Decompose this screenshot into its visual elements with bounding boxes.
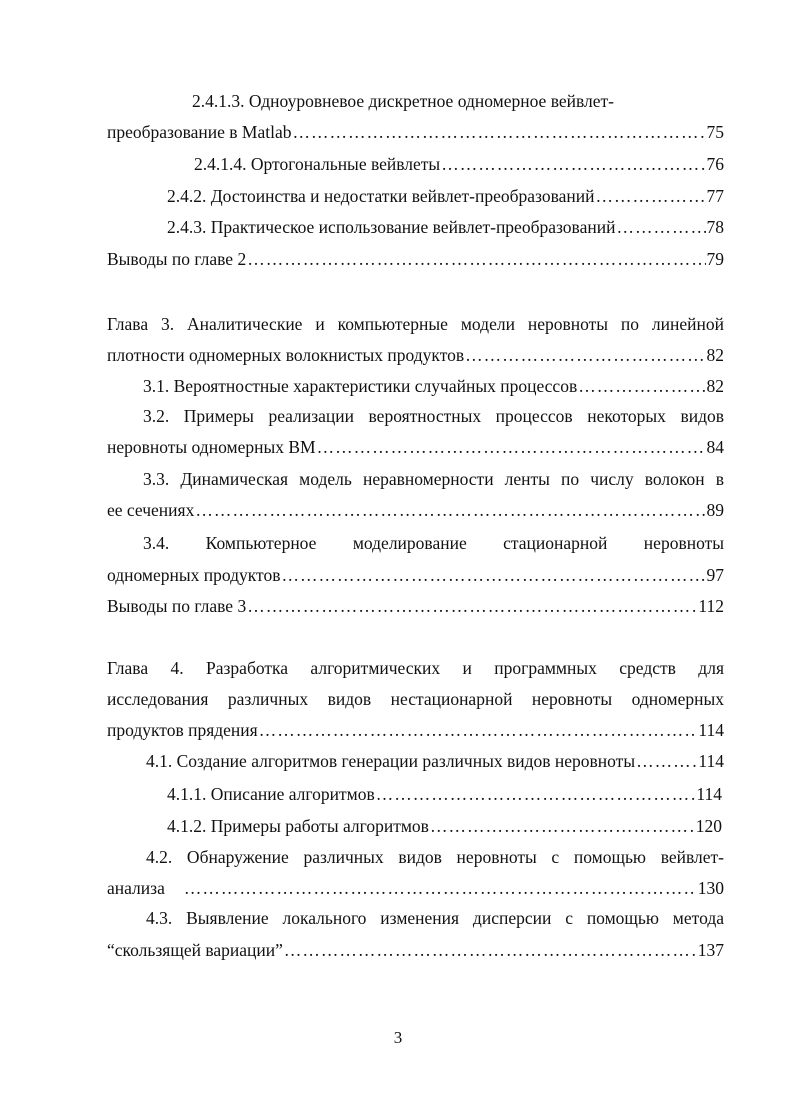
leader-dots [430, 815, 695, 837]
toc-entry-2-4-3: 2.4.3. Практическое использование вейвлет-преобразований ……………………………………………………………………………………………………………………………………………………………… 78 [167, 216, 724, 238]
page-ref: 76 [706, 154, 724, 174]
leader-dots [636, 750, 697, 772]
toc-entry-3-2-line1: 3.2. Примеры реализации вероятностных процессов некоторых видов [143, 406, 724, 426]
toc-entry-3-3-line1: 3.3. Динамическая модель неравномерности ленты по числу волокон в [143, 469, 724, 489]
toc-entry-2-4-1-4: 2.4.1.4. Ортогональные вейвлеты ……………………………………………………………………………………………………………………………………………………………… 76 [194, 153, 724, 175]
leader-dots [578, 375, 705, 397]
toc-entry-3-4-line1: 3.4. Компьютерное моделирование стационарной неровноты [143, 533, 724, 553]
page-ref: 82 [706, 376, 724, 396]
toc-entry-4-1-1: 4.1.1. Описание алгоритмов ……………………………………………………………………………………………………………………………………………………………… 114 [167, 783, 722, 805]
leader-dots [247, 248, 705, 270]
page-ref: 114 [698, 720, 724, 740]
leader-dots [284, 939, 697, 961]
toc-entry-2-4-1-3-line2: преобразование в Matlab ……………………………………………………………………………………………………………………………………………………………… 75 [107, 121, 724, 143]
page-ref: 89 [706, 500, 724, 520]
toc-entry-3-4-line2: одномерных продуктов ……………………………………………………………………………………………………………………………………………………………… 97 [107, 564, 724, 586]
toc-entry-4-3-line1: 4.3. Выявление локального изменения дисперсии с помощью метода [146, 908, 724, 928]
leader-dots [184, 877, 697, 899]
toc-entry-3-1: 3.1. Вероятностные характеристики случайных процессов ……………………………………………………………………………………………………………………………………………………………… 82 [143, 375, 724, 397]
page-ref: 114 [696, 784, 722, 804]
leader-dots [293, 121, 706, 143]
leader-dots [317, 436, 706, 458]
toc-chapter-3-line1: Глава 3. Аналитические и компьютерные модели неровноты по линейной [107, 314, 724, 334]
toc-entry-conclusions-ch2: Выводы по главе 2 ……………………………………………………………………………………………………………………………………………………………… 79 [107, 248, 724, 270]
leader-dots [376, 783, 696, 805]
toc-entry-4-1: 4.1. Создание алгоритмов генерации различных видов неровноты ……………………………………………………………………………………………………………………………………………………………… 114 [146, 750, 724, 772]
leader-dots [247, 595, 697, 617]
leader-dots [441, 153, 705, 175]
leader-dots [259, 719, 698, 741]
page-ref: 78 [706, 217, 724, 237]
page-ref: 84 [706, 437, 724, 457]
leader-dots [282, 564, 706, 586]
toc-chapter-4-line2: исследования различных видов нестационарной неровноты одномерных [107, 689, 724, 709]
page-ref: 112 [698, 596, 724, 616]
leader-dots [465, 344, 705, 366]
toc-entry-4-2-line2: анализа ……………………………………………………………………………………………………………………………………………………………… 130 [107, 877, 724, 899]
toc-entry-2-4-1-3-line1: 2.4.1.3. Одноуровневое дискретное одномерное вейвлет- [192, 91, 614, 111]
toc-entry-4-1-2: 4.1.2. Примеры работы алгоритмов ……………………………………………………………………………………………………………………………………………………………… 120 [167, 815, 722, 837]
toc-entry-2-4-2: 2.4.2. Достоинства и недостатки вейвлет-преобразований ……………………………………………………………………………………………………………………………………………………………… 77 [167, 185, 724, 207]
toc-entry-3-3-line2: ее сечениях ……………………………………………………………………………………………………………………………………………………………… 89 [107, 499, 724, 521]
leader-dots [616, 216, 705, 238]
page-ref: 97 [706, 565, 724, 585]
page-ref: 120 [695, 816, 722, 836]
page-ref: 75 [706, 122, 724, 142]
page-ref: 79 [706, 249, 724, 269]
toc-entry-4-2-line1: 4.2. Обнаружение различных видов неровноты с помощью вейвлет- [146, 847, 724, 867]
page-ref: 82 [706, 345, 724, 365]
page-ref: 77 [706, 186, 724, 206]
toc-chapter-4-line1: Глава 4. Разработка алгоритмических и программных средств для [107, 658, 724, 678]
toc-chapter-4-line3: продуктов прядения ……………………………………………………………………………………………………………………………………………………………… 114 [107, 719, 724, 741]
toc-entry-3-2-line2: неровноты одномерных ВМ ……………………………………………………………………………………………………………………………………………………………… 84 [107, 436, 724, 458]
toc-chapter-3-line2: плотности одномерных волокнистых продуктов ……………………………………………………………………………………………………………………………………………………………… 82 [107, 344, 724, 366]
leader-dots [195, 499, 705, 521]
toc-entry-4-3-line2: “скользящей вариации” ……………………………………………………………………………………………………………………………………………………………… 137 [107, 939, 724, 961]
page-ref: 137 [697, 940, 724, 960]
toc-entry-conclusions-ch3: Выводы по главе 3 ……………………………………………………………………………………………………………………………………………………………… 112 [107, 595, 724, 617]
page-number: 3 [393, 1028, 403, 1047]
page-ref: 114 [698, 751, 724, 771]
leader-dots [596, 185, 706, 207]
page-ref: 130 [697, 878, 724, 898]
